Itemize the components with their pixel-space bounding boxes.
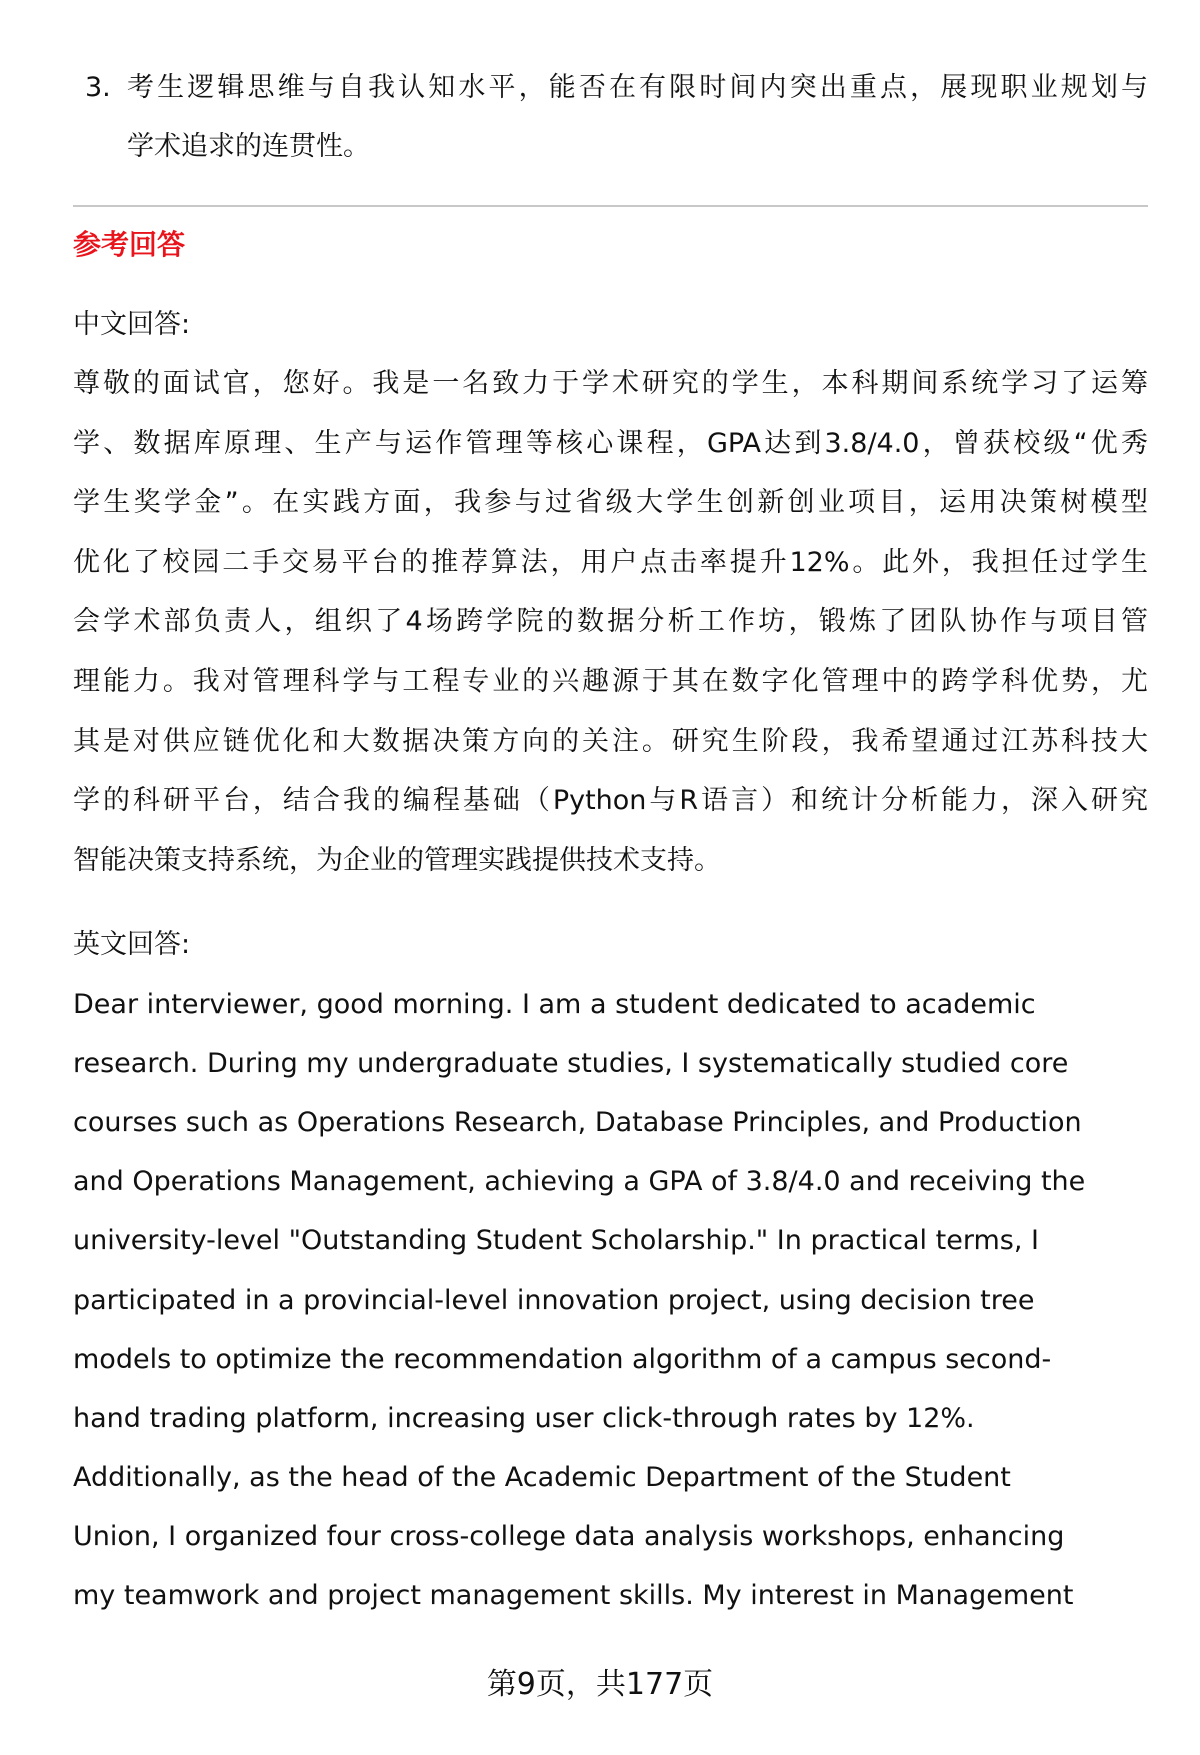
paragraph-line: university-level "Outstanding Student Scholarship." In practical terms, I xyxy=(73,1225,1039,1257)
divider xyxy=(73,205,1148,207)
chinese-answer-label: 中文回答: xyxy=(73,309,191,340)
paragraph-line: 学、数据库原理、生产与运作管理等核心课程，GPA达到3.8/4.0，曾获校级“优秀 xyxy=(73,427,1148,459)
list-text-line: 学术追求的连贯性。 xyxy=(127,131,370,162)
paragraph-line: 尊敬的面试官，您好。我是一名致力于学术研究的学生，本科期间系统学习了运筹 xyxy=(73,368,1148,399)
page-footer: 第9页，共177页 xyxy=(486,1667,714,1702)
paragraph-line: hand trading platform, increasing user click-through rates by 12%. xyxy=(73,1402,975,1434)
paragraph-line: research. During my undergraduate studies, I systematically studied core xyxy=(73,1048,1069,1080)
paragraph-line: 学的科研平台，结合我的编程基础（Python与R语言）和统计分析能力，深入研究 xyxy=(73,785,1148,817)
paragraph-line: Union, I organized four cross-college data analysis workshops, enhancing xyxy=(73,1520,1065,1552)
list-text-line: 考生逻辑思维与自我认知水平，能否在有限时间内突出重点，展现职业规划与 xyxy=(127,72,1148,103)
list-number: 3. xyxy=(85,72,111,103)
paragraph-line: and Operations Management, achieving a GPA of 3.8/4.0 and receiving the xyxy=(73,1166,1086,1198)
paragraph-line: Additionally, as the head of the Academic Department of the Student xyxy=(73,1461,1011,1493)
paragraph-line: my teamwork and project management skills. My interest in Management xyxy=(73,1580,1074,1611)
english-answer-label: 英文回答: xyxy=(73,929,191,960)
paragraph-line: participated in a provincial-level innovation project, using decision tree xyxy=(73,1284,1035,1316)
paragraph-line: 智能决策支持系统，为企业的管理实践提供技术支持。 xyxy=(73,844,721,876)
paragraph-line: models to optimize the recommendation algorithm of a campus second- xyxy=(73,1343,1052,1375)
paragraph-line: Dear interviewer, good morning. I am a student dedicated to academic xyxy=(73,989,1036,1020)
paragraph-line: 理能力。我对管理科学与工程专业的兴趣源于其在数字化管理中的跨学科优势，尤 xyxy=(73,666,1148,697)
paragraph-line: courses such as Operations Research, Database Principles, and Production xyxy=(73,1107,1082,1139)
paragraph-line: 会学术部负责人，组织了4场跨学院的数据分析工作坊，锻炼了团队协作与项目管 xyxy=(73,606,1148,638)
paragraph-line: 其是对供应链优化和大数据决策方向的关注。研究生阶段，我希望通过江苏科技大 xyxy=(73,725,1148,757)
paragraph-line: 学生奖学金”。在实践方面，我参与过省级大学生创新创业项目，运用决策树模型 xyxy=(73,487,1148,519)
section-title: 参考回答 xyxy=(73,228,186,261)
paragraph-line: 优化了校园二手交易平台的推荐算法，用户点击率提升12%。此外，我担任过学生 xyxy=(73,546,1148,578)
